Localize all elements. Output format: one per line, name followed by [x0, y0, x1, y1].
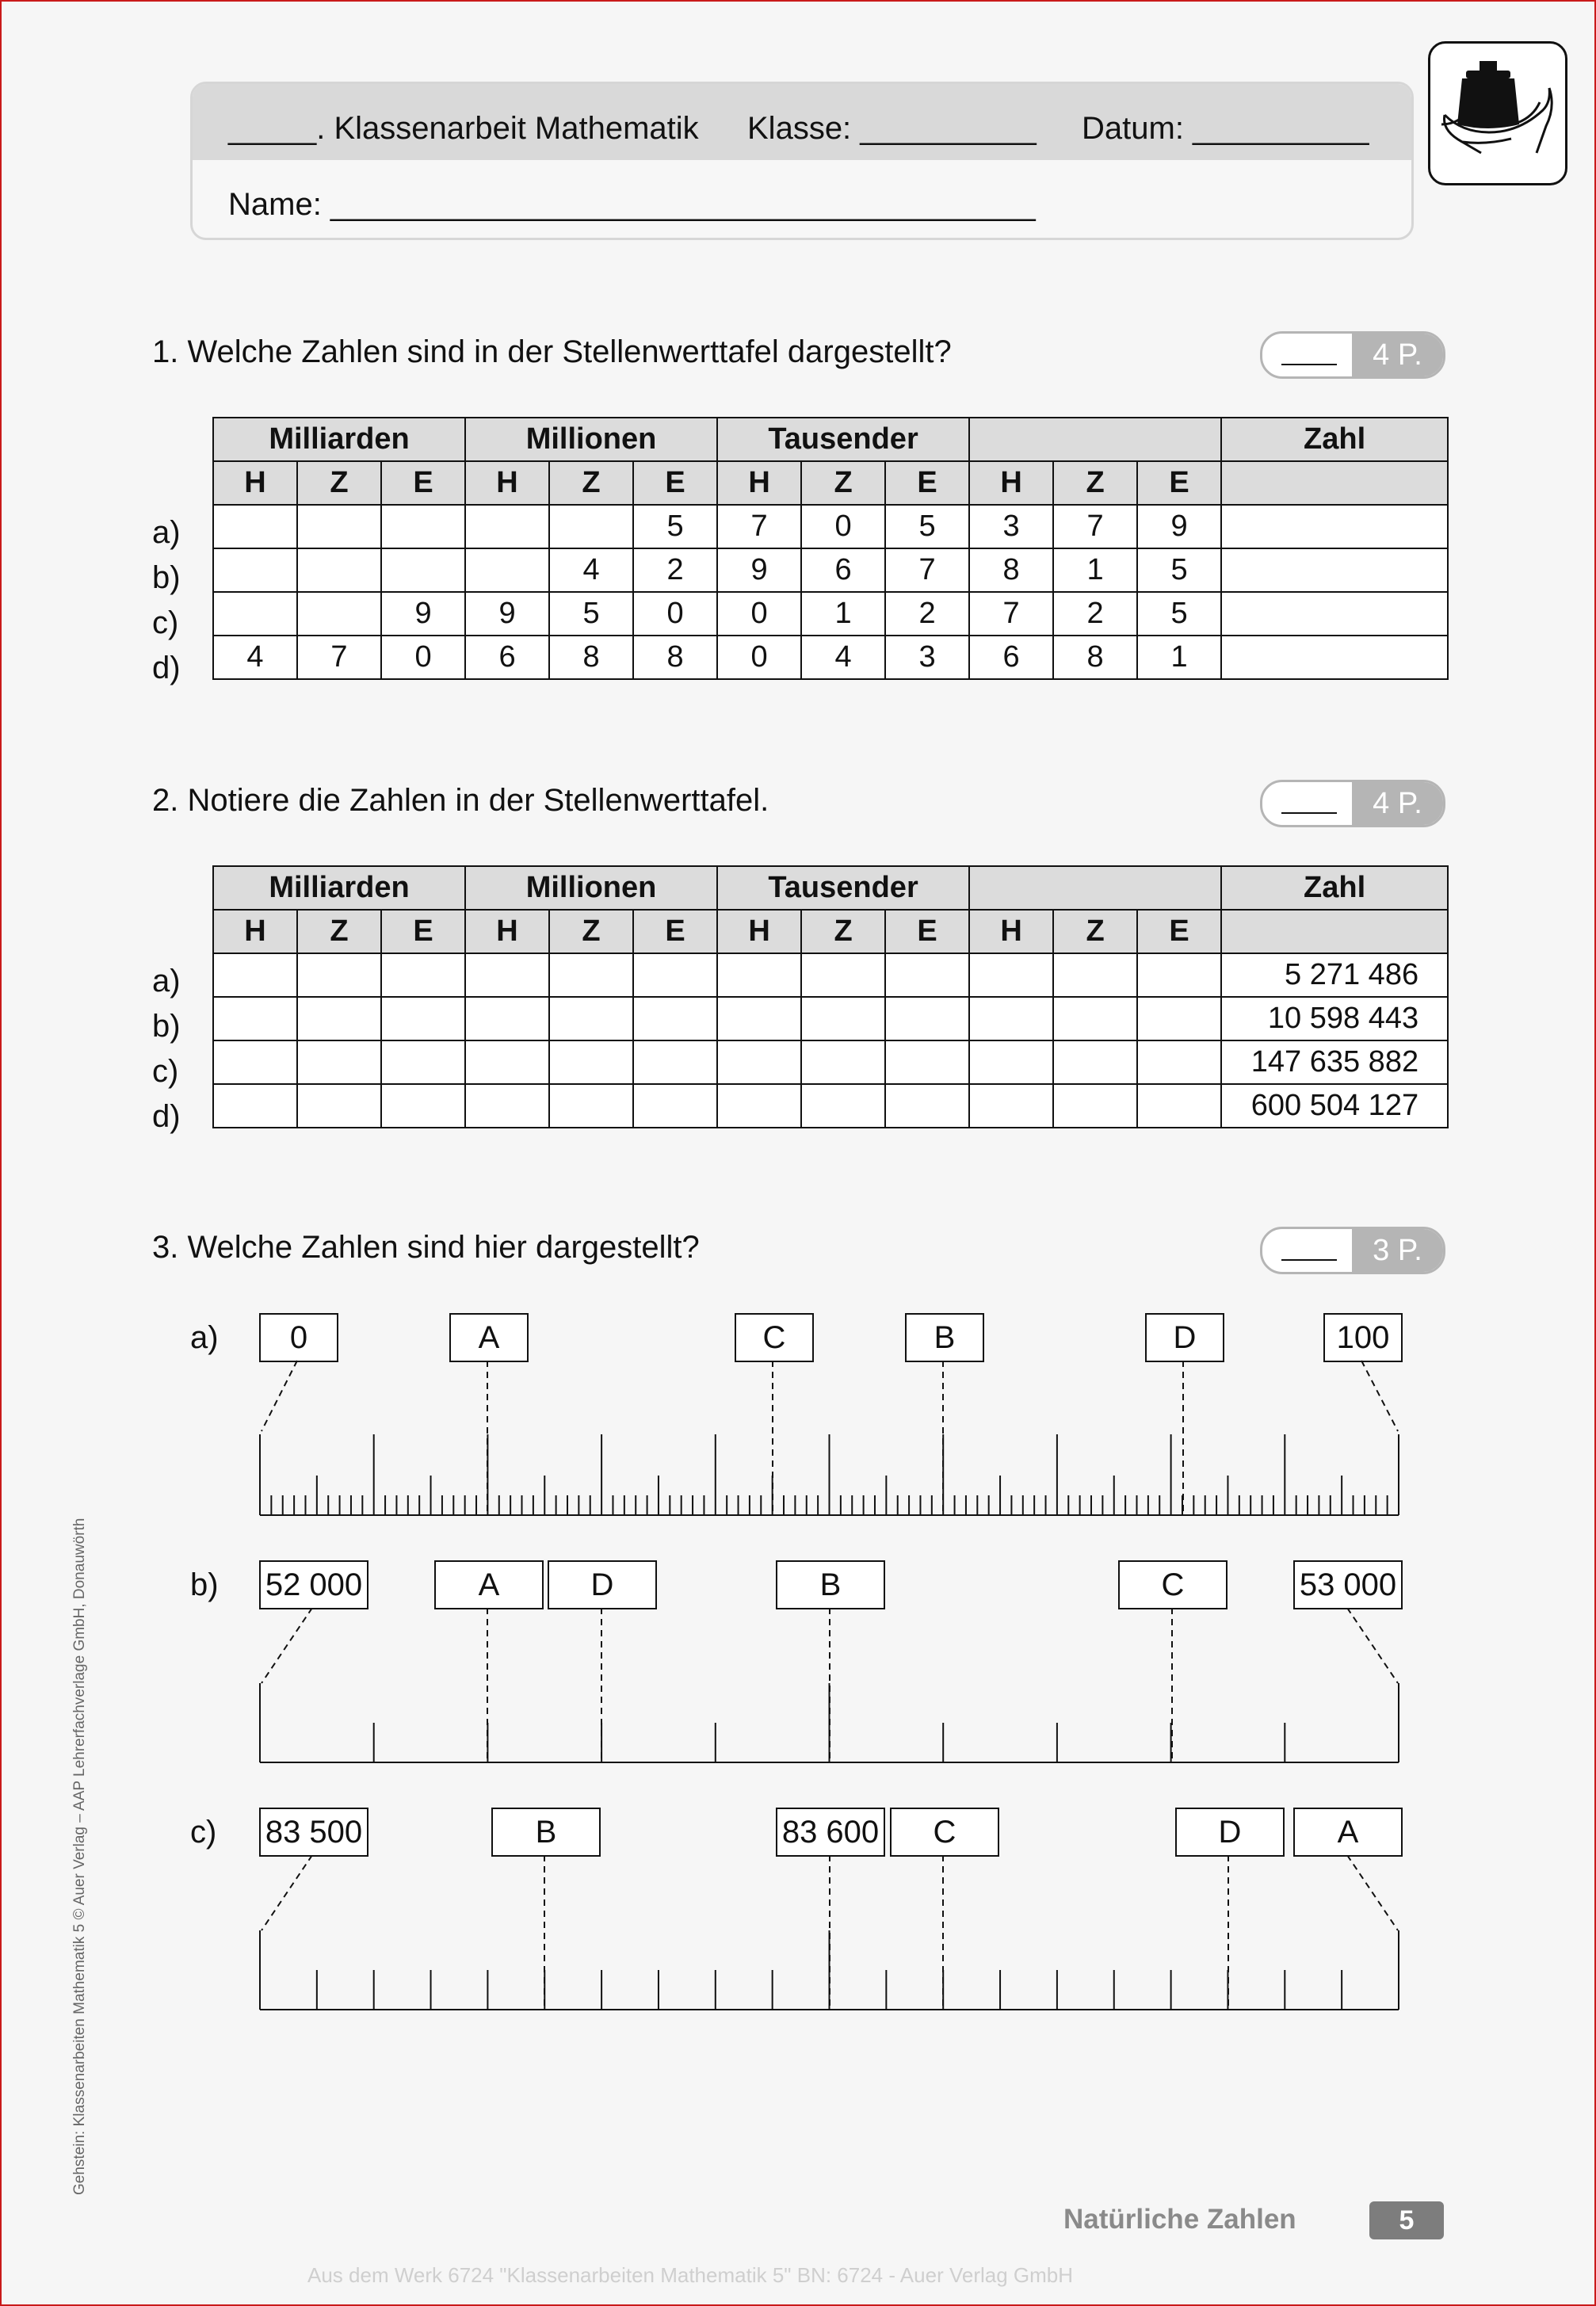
- section-title: Natürliche Zahlen: [1063, 2204, 1296, 2235]
- digit-cell: 7: [1053, 505, 1137, 548]
- digit-cell: 9: [1137, 505, 1221, 548]
- digit-cell: 0: [717, 592, 801, 636]
- points-value: 4 P.: [1352, 334, 1443, 376]
- row-label: b): [152, 560, 181, 595]
- subheader: E: [1137, 461, 1221, 505]
- connector-line: [1347, 1608, 1398, 1683]
- number-line-b-start: 52 000: [259, 1560, 368, 1609]
- exam-title[interactable]: _____. Klassenarbeit Mathematik: [228, 111, 699, 146]
- marker-box: C: [1118, 1560, 1228, 1609]
- digit-cell: 7: [297, 636, 381, 679]
- marker-box: D: [1175, 1808, 1285, 1857]
- digit-cell: 5: [885, 505, 969, 548]
- digit-cell: 4: [801, 636, 885, 679]
- marker-box: A: [449, 1313, 529, 1362]
- group-tausender: Tausender: [717, 866, 969, 910]
- row-label: d): [152, 651, 181, 685]
- marker-box: C: [735, 1313, 814, 1362]
- page-number: 5: [1369, 2201, 1444, 2239]
- subheader: Z: [549, 461, 633, 505]
- digit-cell: 6: [801, 548, 885, 592]
- digit-cell: 8: [633, 636, 717, 679]
- subheader: H: [717, 910, 801, 953]
- digit-cell: 5: [549, 592, 633, 636]
- subheader: E: [1137, 910, 1221, 953]
- number-line-b-label: b): [190, 1567, 219, 1602]
- subheader: Z: [801, 910, 885, 953]
- subheader: Z: [1053, 461, 1137, 505]
- marker-box: B: [776, 1560, 885, 1609]
- digit-cell: 4: [213, 636, 297, 679]
- subheader: H: [717, 461, 801, 505]
- number-line-c-label: c): [190, 1815, 217, 1850]
- marker-box: C: [890, 1808, 999, 1857]
- digit-cell: 7: [885, 548, 969, 592]
- number-line-c-mid: 83 600: [776, 1808, 885, 1857]
- group-millionen: Millionen: [465, 418, 717, 461]
- subheader: Z: [549, 910, 633, 953]
- digit-cell: 0: [381, 636, 465, 679]
- digit-cell: 7: [969, 592, 1053, 636]
- subheader: H: [969, 910, 1053, 953]
- number-cell: 5 271 486: [1221, 953, 1448, 997]
- points-value: 4 P.: [1352, 782, 1443, 825]
- row-label: a): [152, 515, 181, 550]
- watermark: Aus dem Werk 6724 "Klassenarbeiten Mathematik 5" BN: 6724 - Auer Verlag GmbH: [307, 2263, 1074, 2287]
- group-zahl: Zahl: [1221, 418, 1448, 461]
- digit-cell: 8: [549, 636, 633, 679]
- row-label: d): [152, 1099, 181, 1134]
- points-value: 3 P.: [1352, 1229, 1443, 1272]
- digit-cell: 4: [549, 548, 633, 592]
- group-milliarden: Milliarden: [213, 866, 465, 910]
- subheader: Z: [297, 910, 381, 953]
- subheader: H: [213, 910, 297, 953]
- digit-cell: 3: [969, 505, 1053, 548]
- subheader: E: [633, 461, 717, 505]
- task1-number: 1.: [152, 334, 179, 369]
- name-field[interactable]: Name: ________________________________________: [228, 187, 1036, 222]
- digit-cell: 9: [717, 548, 801, 592]
- subheader: E: [885, 461, 969, 505]
- date-field[interactable]: Datum: __________: [1082, 111, 1369, 146]
- number-cell: 10 598 443: [1221, 997, 1448, 1040]
- digit-cell: 0: [717, 636, 801, 679]
- connector-line: [262, 1361, 297, 1431]
- marker-box: B: [491, 1808, 601, 1857]
- task3-text: Welche Zahlen sind hier dargestellt?: [187, 1230, 700, 1265]
- marker-box: D: [1145, 1313, 1224, 1362]
- digit-cell: 8: [1053, 636, 1137, 679]
- digit-cell: 1: [801, 592, 885, 636]
- number-cell: 147 635 882: [1221, 1040, 1448, 1084]
- connector-line: [262, 1608, 312, 1683]
- task2-number: 2.: [152, 783, 179, 818]
- group-milliarden: Milliarden: [213, 418, 465, 461]
- digit-cell: 2: [885, 592, 969, 636]
- number-line-b-end: 53 000: [1293, 1560, 1403, 1609]
- row-label: c): [152, 1054, 179, 1089]
- marker-box: A: [1293, 1808, 1403, 1857]
- task1-text: Welche Zahlen sind in der Stellenwerttafel dargestellt?: [187, 334, 952, 369]
- group-zahl: Zahl: [1221, 866, 1448, 910]
- task2-text: Notiere die Zahlen in der Stellenwerttafel.: [187, 783, 769, 818]
- row-label: c): [152, 605, 179, 640]
- number-line-a-end: 100: [1323, 1313, 1403, 1362]
- subheader: H: [969, 461, 1053, 505]
- number-line-a-start: 0: [259, 1313, 338, 1362]
- subheader: H: [465, 910, 549, 953]
- subheader: E: [885, 910, 969, 953]
- digit-cell: 9: [381, 592, 465, 636]
- subheader: E: [381, 461, 465, 505]
- subheader: Z: [297, 461, 381, 505]
- subheader: H: [213, 461, 297, 505]
- digit-cell: 5: [633, 505, 717, 548]
- digit-cell: 2: [1053, 592, 1137, 636]
- connector-line: [1347, 1855, 1398, 1930]
- group-tausender: Tausender: [717, 418, 969, 461]
- digit-cell: 6: [969, 636, 1053, 679]
- marker-box: B: [905, 1313, 984, 1362]
- digit-cell: 0: [801, 505, 885, 548]
- digit-cell: 2: [633, 548, 717, 592]
- digit-cell: 9: [465, 592, 549, 636]
- subheader: E: [633, 910, 717, 953]
- digit-cell: 1: [1053, 548, 1137, 592]
- digit-cell: 3: [885, 636, 969, 679]
- row-label: b): [152, 1009, 181, 1044]
- digit-cell: 8: [969, 548, 1053, 592]
- connector-line: [1361, 1361, 1398, 1431]
- subheader: H: [465, 461, 549, 505]
- number-line-a-label: a): [190, 1320, 219, 1355]
- row-label: a): [152, 964, 181, 998]
- subheader: Z: [1053, 910, 1137, 953]
- digit-cell: 1: [1137, 636, 1221, 679]
- task3-number: 3.: [152, 1230, 179, 1265]
- group-millionen: Millionen: [465, 866, 717, 910]
- marker-box: D: [548, 1560, 657, 1609]
- digit-cell: 7: [717, 505, 801, 548]
- subheader: Z: [801, 461, 885, 505]
- connector-line: [262, 1855, 312, 1930]
- number-cell: 600 504 127: [1221, 1084, 1448, 1128]
- marker-box: A: [434, 1560, 544, 1609]
- class-field[interactable]: Klasse: __________: [747, 111, 1037, 146]
- copyright-sidebar: Gehstein: Klassenarbeiten Mathematik 5 © Auer Verlag – AAP Lehrerfachverlage GmbH, Donauwörth: [71, 1518, 88, 2195]
- digit-cell: 6: [465, 636, 549, 679]
- digit-cell: 5: [1137, 548, 1221, 592]
- digit-cell: 5: [1137, 592, 1221, 636]
- digit-cell: 0: [633, 592, 717, 636]
- number-line-c-start: 83 500: [259, 1808, 368, 1857]
- subheader: E: [381, 910, 465, 953]
